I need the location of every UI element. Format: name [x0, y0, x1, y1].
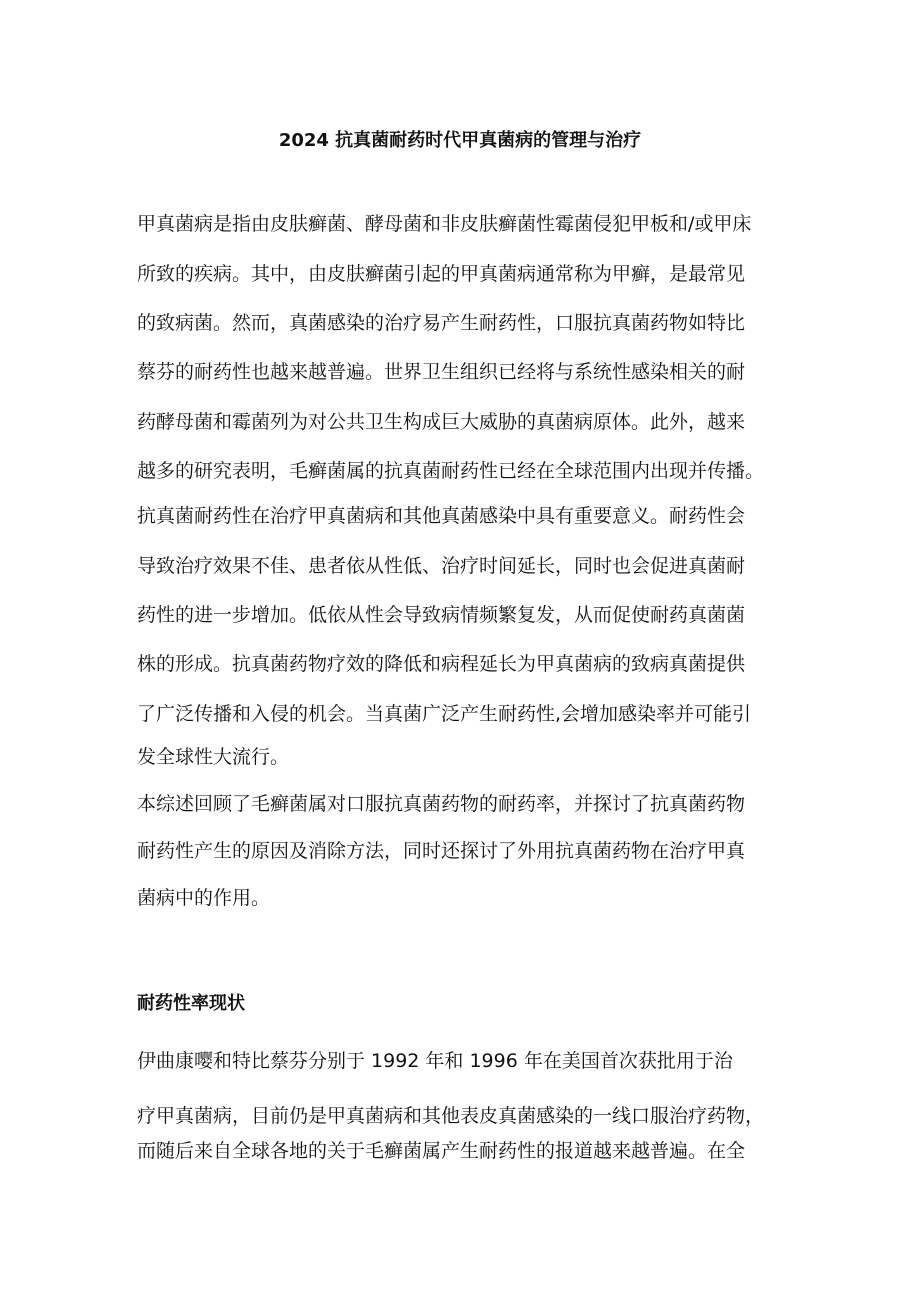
section-line: 伊曲康嘤和特比蔡芬分别于 1992 年和 1996 年在美国首次获批用于治: [137, 1050, 733, 1072]
section-line: 而随后来自全球各地的关于毛癣菌属产生耐药性的报道越来越普遍。在全: [137, 1140, 746, 1162]
intro-line: 耐药性产生的原因及消除方法，同时还探讨了外用抗真菌药物在治疗甲真: [137, 840, 746, 862]
intro-line: 菌病中的作用。: [137, 887, 271, 909]
section-heading: 耐药性率现状: [137, 993, 245, 1014]
intro-line: 越多的研究表明，毛癣菌属的抗真菌耐药性已经在全球范围内出现并传播。: [137, 460, 765, 482]
section-line: 疗甲真菌病，目前仍是甲真菌病和其他表皮真菌感染的一线口服治疗药物，: [137, 1105, 765, 1127]
intro-line: 蔡芬的耐药性也越来越普遍。世界卫生组织已经将与系统性感染相关的耐: [137, 361, 746, 383]
intro-line: 抗真菌耐药性在治疗甲真菌病和其他真菌感染中具有重要意义。耐药性会: [137, 505, 746, 527]
document-title: 2024 抗真菌耐药时代甲真菌病的管理与治疗: [278, 130, 642, 151]
intro-line: 甲真菌病是指由皮肤癣菌、酵母菌和非皮肤癣菌性霉菌侵犯甲板和/或甲床: [137, 213, 752, 235]
intro-line: 株的形成。抗真菌药物疗效的降低和病程延长为甲真菌病的致病真菌提供: [137, 653, 746, 675]
intro-line: 导致治疗效果不佳、患者依从性低、治疗时间延长，同时也会促进真菌耐: [137, 555, 746, 577]
intro-line: 所致的疾病。其中，由皮肤癣菌引起的甲真菌病通常称为甲癣，是最常见: [137, 263, 746, 285]
intro-line: 药性的进一步增加。低依从性会导致病情频繁复发，从而促使耐药真菌菌: [137, 604, 746, 626]
intro-line: 发全球性大流行。: [137, 746, 290, 768]
intro-line: 本综述回顾了毛癣菌属对口服抗真菌药物的耐药率，并探讨了抗真菌药物: [137, 793, 746, 815]
intro-line: 了广泛传播和入侵的机会。当真菌广泛产生耐药性,会增加感染率并可能引: [137, 703, 752, 725]
intro-line: 的致病菌。然而，真菌感染的治疗易产生耐药性，口服抗真菌药物如特比: [137, 312, 746, 334]
intro-line: 药酵母菌和霉菌列为对公共卫生构成巨大威胁的真菌病原体。此外，越来: [137, 411, 746, 433]
